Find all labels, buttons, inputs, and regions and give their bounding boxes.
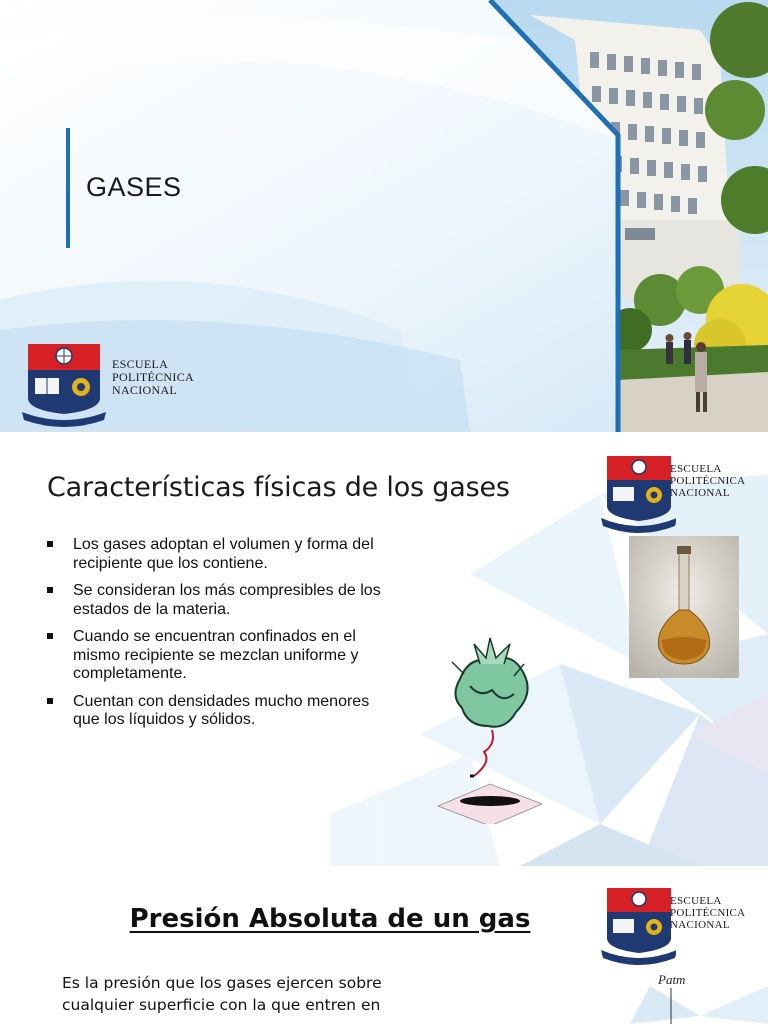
logo-text-line1: ESCUELA xyxy=(670,895,722,907)
volumetric-flask-image xyxy=(629,536,739,678)
slide-heading: Características físicas de los gases xyxy=(47,472,510,503)
slide-body-text: Es la presión que los gases ejercen sobre cualquier superficie con la que entren en xyxy=(62,974,382,1014)
epn-shield-icon xyxy=(600,454,676,540)
logo-text-line2: POLITÉCNICA xyxy=(670,474,746,487)
bullet-square-icon xyxy=(47,698,53,704)
epn-logo xyxy=(600,454,760,540)
logo-text-line3: NACIONAL xyxy=(112,382,178,397)
title-accent-bar xyxy=(66,128,70,248)
epn-logo xyxy=(600,886,760,972)
bullet-list xyxy=(47,536,387,739)
logo-text-line2: POLITÉCNICA xyxy=(112,369,194,384)
epn-shield-icon xyxy=(600,886,676,972)
logo-text-line3: NACIONAL xyxy=(670,918,730,931)
bullet-item: Cuando se encuentran confinados en el mismo recipiente se mezclan uniforme y completamente. xyxy=(47,628,387,684)
patm-label: Patm xyxy=(658,972,686,987)
logo-text-line1: ESCUELA xyxy=(670,463,722,475)
slide-heading: Presión Absoluta de un gas xyxy=(129,904,531,934)
title-slide xyxy=(0,0,768,432)
logo-text-line3: NACIONAL xyxy=(670,486,730,499)
characteristics-slide xyxy=(0,434,768,866)
epn-logo xyxy=(20,342,200,428)
pressure-diagram xyxy=(600,986,768,1024)
bullet-item: Cuentan con densidades mucho menores que los líquidos y sólidos. xyxy=(47,693,387,730)
logo-text-line2: POLITÉCNICA xyxy=(670,906,746,919)
bullet-item: Se consideran los más compresibles de los estados de la materia. xyxy=(47,582,387,619)
absolute-pressure-slide xyxy=(0,868,768,1024)
deflating-balloon-image xyxy=(430,634,550,824)
epn-shield-icon xyxy=(20,342,106,428)
bullet-square-icon xyxy=(47,633,53,639)
slide-title: GASES xyxy=(86,172,182,202)
bullet-item: Los gases adoptan el volumen y forma del recipiente que los contiene. xyxy=(47,536,387,573)
logo-text-line1: ESCUELA xyxy=(112,357,169,371)
bullet-square-icon xyxy=(47,541,53,547)
bullet-square-icon xyxy=(47,587,53,593)
